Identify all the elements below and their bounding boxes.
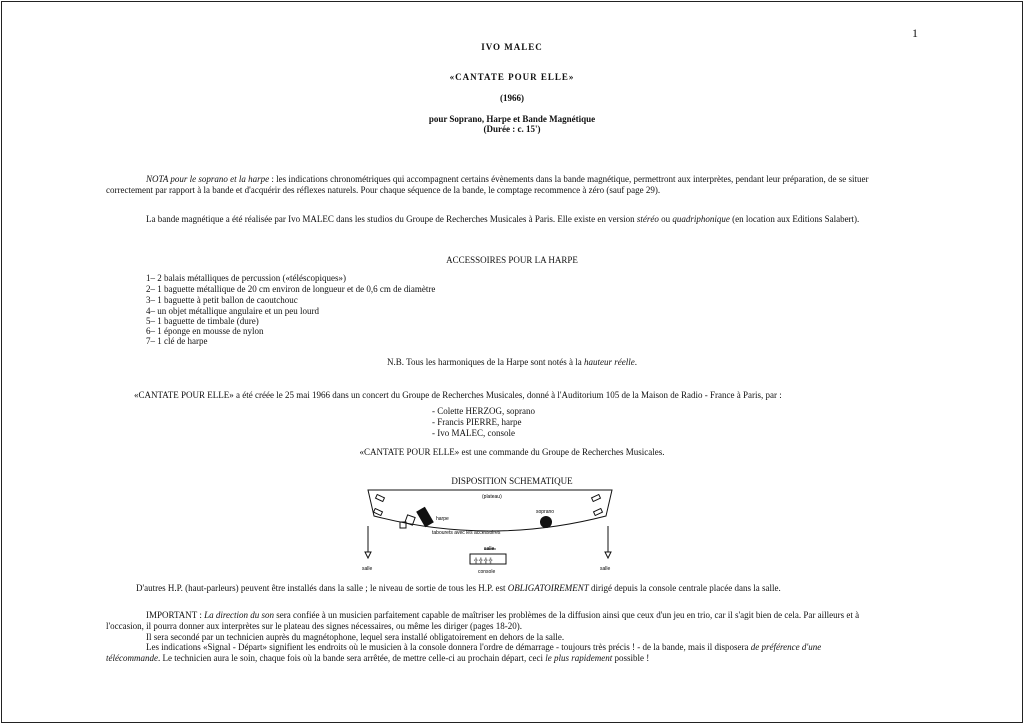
important-italic: La direction du son (204, 610, 274, 620)
nb-note (0, 357, 1024, 368)
duration: (Durée : c. 15') (483, 124, 541, 134)
work-year: (1966) (500, 93, 524, 103)
salle-left-label: salle (362, 566, 373, 572)
salle-center-label: salle (484, 546, 495, 552)
important-paragraph (106, 610, 872, 632)
accessory-item: 3– 1 baguette à petit ballon de caoutchouc (146, 295, 298, 305)
hp-text (136, 583, 781, 594)
commission-text: «CANTATE POUR ELLE» est une commande du Groupe de Recherches Musicales. (359, 447, 665, 457)
hp-text-a: D'autres H.P. (haut-parleurs) peuvent être installés dans la salle ; le niveau de sortie de tous les H.P. est (136, 583, 508, 593)
nota-text: : les indications chronométriques qui accompagnent certains évènements dans la bande magnétique, permettront aux interprètes, pendant leur préparation, de se situer correctement par rapport à la bande et d'acquérir des réflexes naturels. Pour chaque séquence de la bande, le comptage recommence à zéro (sauf page 29). (106, 174, 869, 195)
soprano-position (540, 516, 552, 528)
signal-italic-b: de préférence d'une télécommande (106, 642, 822, 663)
tabourets-label: tabourets avec les accessoires (432, 530, 501, 536)
tape-text-c: (en location aux Editions Salabert). (729, 214, 860, 224)
important-text: sera confiée à un musicien parfaitement capable de maîtriser les problèmes de la diffusion ainsi que ceux d'un jeu en trio, car il s'agit bien de cela. Par ailleurs et à l'occasion, il pourra donner aux interprètes sur le plateau des signes nécessaires, ou même les diriger (pages 18-20). (106, 610, 860, 631)
seconded-text: Il sera secondé par un technicien auprès du magnétophone, lequel sera installé obligatoirement en dehors de la salle. (146, 632, 565, 642)
accessory-item: 5– 1 baguette de timbale (dure) (146, 316, 259, 326)
console-label: console (478, 569, 496, 575)
hp-text-c: dirigé depuis la console centrale placée dans la salle. (588, 583, 781, 593)
performer-item: - Colette HERZOG, soprano (432, 406, 535, 416)
signal-paragraph (106, 642, 872, 664)
harp-label: harpe (436, 516, 449, 522)
salle-right-label: salle (600, 566, 611, 572)
important-lead: IMPORTANT : (146, 610, 205, 620)
tape-quadri: quadriphonique (672, 214, 730, 224)
page-number: 1 (912, 26, 918, 40)
tape-paragraph (106, 214, 872, 225)
nota-lead: NOTA pour le soprano et la harpe (146, 174, 270, 184)
work-title: «CANTATE POUR ELLE» (449, 72, 575, 82)
nb-text-a: N.B. Tous les harmoniques de la Harpe sont notés à la (387, 357, 584, 367)
premiere-text: «CANTATE POUR ELLE» a été créée le 25 mai 1966 dans un concert du Groupe de Recherches Musicales, donné à l'Auditorium 105 de la Maison de Radio - France à Paris, par : (134, 390, 782, 400)
instrumentation: pour Soprano, Harpe et Bande Magnétique (428, 114, 596, 124)
signal-text-e: possible ! (612, 653, 650, 663)
hp-italic: OBLIGATOIREMENT (507, 583, 589, 593)
tape-text-a: La bande magnétique a été réalisée par Ivo MALEC dans les studios du Groupe de Recherches Musicales à Paris. Elle existe en version (146, 214, 637, 224)
signal-italic-d: le plus rapidement (545, 653, 613, 663)
tape-text-b: ou (658, 214, 673, 224)
soprano-label: soprano (536, 509, 555, 515)
nb-text-c: . (634, 357, 637, 367)
accessory-item: 7– 1 clé de harpe (146, 336, 208, 346)
accessory-item: 1– 2 balais métalliques de percussion («téléscopiques») (146, 273, 346, 283)
signal-text-a: Les indications «Signal - Départ» signifient les endroits où le musicien à la console donnera l'ordre de démarrage - toujours très précis ! - de la bande, mais il disposera (146, 642, 751, 652)
console-faders-icon: ╬ ╬ ╬ ╬ (474, 558, 493, 564)
accessory-item: 4– un objet métallique angulaire et un peu lourd (146, 306, 319, 316)
performer-item: - Francis PIERRE, harpe (432, 417, 522, 427)
nota-paragraph (106, 174, 872, 196)
nb-italic: hauteur réelle (583, 357, 635, 367)
performer-item: - Ivo MALEC, console (432, 428, 515, 438)
accessory-item: 6– 1 éponge en mousse de nylon (146, 326, 264, 336)
accessory-item: 2– 1 baguette métallique de 20 cm environ de longueur et de 0,6 cm de diamètre (146, 284, 436, 294)
signal-text-c: . Le technicien aura le soin, chaque fois où la bande sera arrêtée, de mettre celle-ci au prochain départ, ceci (157, 653, 546, 663)
composer-name: IVO MALEC (481, 42, 543, 52)
tape-stereo: stéréo (636, 214, 659, 224)
stage-diagram (360, 486, 620, 580)
diagram-heading: DISPOSITION SCHEMATIQUE (451, 476, 573, 486)
accessories-heading: ACCESSOIRES POUR LA HARPE (446, 255, 578, 265)
plateau-label: (plateau) (482, 494, 502, 500)
